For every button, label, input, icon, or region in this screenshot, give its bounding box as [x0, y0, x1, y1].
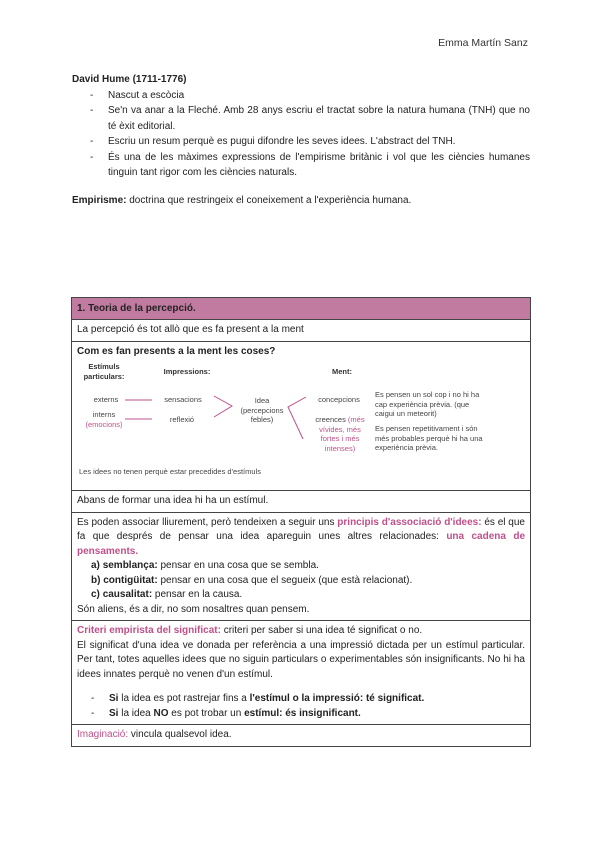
criterion-paragraph: El significat d'una idea ve donada per referència a una impressió dictada per un estímul particular. Per tant, totes aquelles idees que no siguin particulars o experimentables són insignificants. No hi ha idees innates perquè no venen d'un estímul.	[77, 639, 525, 680]
imagination-text: vincula qualsevol idea.	[128, 729, 232, 740]
bio-list	[90, 88, 530, 181]
empiricism-definition	[72, 193, 530, 209]
beliefs: creences (més vívides, més fortes i més intenses)	[315, 415, 365, 453]
diagram-cell	[72, 342, 530, 492]
list-item: - És una de les màximes expressions de l'empirisme britànic i vol que les ciències humanes tinguin tant rigor com les ciències naturals.	[90, 150, 530, 181]
association-list	[91, 559, 525, 603]
mind-header: Ment:	[332, 367, 352, 376]
external-stimuli: externs	[93, 395, 119, 404]
intro-section	[72, 72, 530, 208]
perception-definition: La percepció és tot allò que es fa present a la ment	[72, 320, 530, 342]
list-item: - Escriu un resum perquè es pugui difondre les seves idees. L'abstract del TNH.	[90, 134, 530, 150]
association-cell	[72, 513, 530, 622]
list-item: c) causalitat: pensar en la causa.	[91, 589, 243, 600]
perception-diagram	[77, 359, 525, 487]
reflection: reflexió	[169, 415, 195, 424]
list-item: a) semblança: pensar en una cosa que se sembla.	[91, 560, 319, 571]
imagination-cell	[72, 725, 530, 746]
list-item: - Si la idea es pot rastrejar fins a l'estímul o la impressió: té significat.	[91, 692, 525, 707]
definition-term: Empirisme:	[72, 194, 127, 206]
association-closing: Són aliens, és a dir, no som nosaltres quan pensem.	[77, 603, 310, 615]
section-title: David Hume (1711-1776)	[72, 74, 187, 85]
imagination-term: Imaginació:	[77, 729, 129, 740]
table-heading: 1. Teoria de la percepció.	[72, 298, 530, 320]
diagram-footnote: Les idees no tenen perquè estar precedides d'estímuls	[79, 467, 261, 476]
diagram-question: Com es fan presents a la ment les coses?	[77, 345, 276, 357]
idea: Idea (percepcions febles)	[240, 396, 284, 424]
impressions-header: Impressions:	[163, 367, 211, 376]
beliefs-description: Es pensen repetitivament i són més probables perquè hi ha una experiència prèvia.	[375, 424, 483, 452]
author-name: Emma Martín Sanz	[438, 37, 528, 49]
stimulus-statement: Abans de formar una idea hi ha un estímul.	[72, 491, 530, 513]
definition-text: doctrina que restringeix el coneixement a l'experiència humana.	[126, 194, 412, 206]
criterion-definition: Criteri empirista del significat: criteri per saber si una idea té significat o no.	[77, 625, 423, 636]
stimuli-header: Estímuls particulars:	[83, 362, 125, 381]
criterion-cell	[72, 621, 530, 725]
list-item: b) contigüitat: pensar en una cosa que el segueix (que està relacionat).	[91, 574, 413, 586]
criterion-rules	[91, 692, 525, 721]
conceptions-description: Es pensen un sol cop i no hi ha cap experiència prèvia. (que caigui un meteorit)	[375, 390, 480, 418]
perception-table	[71, 297, 531, 747]
list-item: - Si la idea NO es pot trobar un estímul: és insignificant.	[91, 707, 525, 722]
association-paragraph: Es poden associar lliurement, però tendeixen a seguir uns principis d'associació d'idees: és el que fa que després de pensar una idea apareguin unes altres relacionades: una cadena de pensaments.	[77, 516, 526, 557]
internal-stimuli: interns (emocions)	[85, 410, 123, 429]
conceptions: concepcions	[318, 395, 360, 404]
sensations: sensacions	[164, 395, 202, 404]
list-item: - Se'n va anar a la Fleché. Amb 28 anys escriu el tractat sobre la natura humana (TNH) que no té èxit editorial.	[90, 103, 530, 134]
list-item: - Nascut a escòcia	[90, 88, 530, 104]
